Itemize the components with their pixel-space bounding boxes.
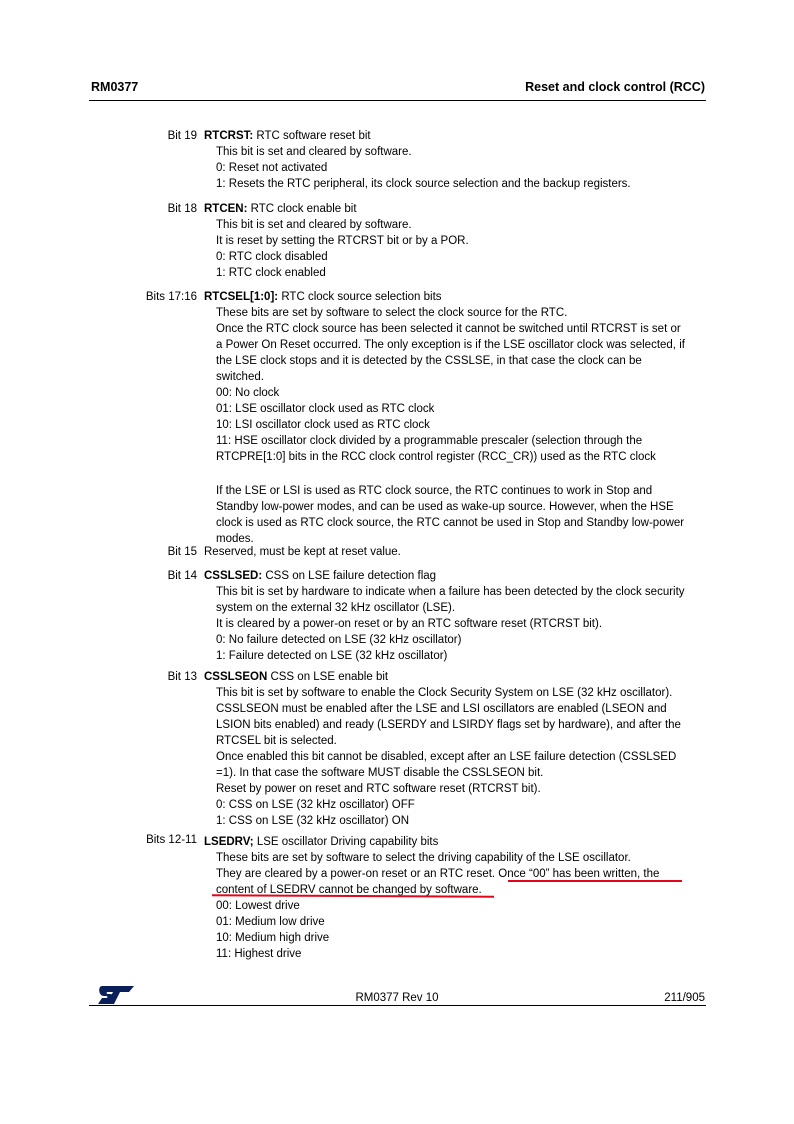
bit-label: Bit 15: [167, 546, 197, 558]
bit-desc: LSE oscillator Driving capability bits: [253, 836, 439, 848]
desc-line: 1: CSS on LSE (32 kHz oscillator) ON: [216, 815, 410, 827]
header-section-title: Reset and clock control (RCC): [525, 80, 705, 94]
bit-label: Bit 18: [167, 203, 197, 215]
desc-line: This bit is set and cleared by software.: [216, 219, 412, 231]
desc-line: Once enabled this bit cannot be disabled, except after an LSE failure detection (CSSLSED: [216, 751, 677, 763]
desc-line: 01: LSE oscillator clock used as RTC clock: [216, 403, 435, 415]
desc-line: This bit is set by hardware to indicate when a failure has been detected by the clock security: [216, 586, 685, 598]
bit-description: [216, 850, 706, 962]
desc-line: content of LSEDRV cannot be changed by software.: [216, 884, 482, 896]
header-divider: [89, 100, 706, 101]
desc-line: This bit is set by software to enable the Clock Security System on LSE (32 kHz oscillator).: [216, 687, 673, 699]
desc-line: They are cleared by a power-on reset or an RTC reset. Once “00” has been written, the: [216, 868, 660, 880]
bit-title: [204, 289, 442, 305]
header-doc-id: RM0377: [91, 80, 139, 94]
bit-description: [216, 685, 706, 829]
desc-line: a Power On Reset occurred. The only exception is if the LSE oscillator clock was selected, if: [216, 339, 685, 351]
bit-name: RTCRST:: [204, 130, 254, 142]
bit-title: Reserved, must be kept at reset value.: [204, 546, 401, 558]
bit-desc: RTC software reset bit: [253, 130, 371, 142]
desc-line: LSION bits enabled) and ready (LSERDY and LSIRDY flags set by hardware), and after the: [216, 719, 681, 731]
bit-description: [216, 305, 706, 547]
desc-line: system on the external 32 kHz oscillator (LSE).: [216, 602, 456, 614]
desc-line: switched.: [216, 371, 264, 383]
desc-line: 1: RTC clock enabled: [216, 267, 326, 279]
bit-desc: CSS on LSE failure detection flag: [262, 570, 437, 582]
bit-desc: RTC clock enable bit: [247, 203, 357, 215]
desc-line: 11: Highest drive: [216, 948, 302, 960]
bit-label: Bits 17:16: [145, 291, 197, 303]
bit-description: [216, 217, 706, 281]
desc-line: Reset by power on reset and RTC software reset (RTCRST bit).: [216, 783, 541, 795]
bit-label: Bit 14: [167, 570, 197, 582]
desc-line: RTCSEL bit is selected.: [216, 735, 337, 747]
desc-line: 0: Reset not activated: [216, 162, 328, 174]
bit-name: RTCEN:: [204, 203, 248, 215]
desc-line: 10: LSI oscillator clock used as RTC clock: [216, 419, 430, 431]
desc-line: 1: Resets the RTC peripheral, its clock source selection and the backup registers.: [216, 178, 631, 190]
bit-name: CSSLSEON: [204, 671, 268, 683]
desc-line: 0: No failure detected on LSE (32 kHz oscillator): [216, 634, 462, 646]
bit-label: Bit 13: [167, 671, 197, 683]
desc-line: If the LSE or LSI is used as RTC clock source, the RTC continues to work in Stop and: [216, 485, 653, 497]
annotation-underline: [508, 880, 682, 882]
desc-line: 11: HSE oscillator clock divided by a programmable prescaler (selection through the: [216, 435, 643, 447]
desc-line: 0: RTC clock disabled: [216, 251, 328, 263]
bit-title: [204, 128, 371, 144]
bit-name: CSSLSED:: [204, 570, 263, 582]
footer-doc-rev: RM0377 Rev 10: [355, 992, 439, 1004]
desc-line: Once the RTC clock source has been selected it cannot be switched until RTCRST is set or: [216, 323, 681, 335]
desc-line: It is reset by setting the RTCRST bit or by a POR.: [216, 235, 469, 247]
bit-label: Bits 12-11: [146, 834, 197, 846]
desc-line: It is cleared by a power-on reset or by an RTC software reset (RTCRST bit).: [216, 618, 603, 630]
bit-title: [204, 201, 357, 217]
desc-line: modes.: [216, 533, 254, 545]
bit-desc: CSS on LSE enable bit: [267, 671, 389, 683]
desc-line: 0: CSS on LSE (32 kHz oscillator) OFF: [216, 799, 415, 811]
bit-name: LSEDRV;: [204, 836, 254, 848]
desc-line: 10: Medium high drive: [216, 932, 330, 944]
bit-title: [204, 568, 436, 584]
desc-line: This bit is set and cleared by software.: [216, 146, 412, 158]
desc-line: =1). In that case the software MUST disable the CSSLSEON bit.: [216, 767, 544, 779]
bit-label: Bit 19: [167, 130, 197, 142]
bit-title: [204, 669, 388, 685]
desc-line: 1: Failure detected on LSE (32 kHz oscillator): [216, 650, 448, 662]
desc-line: These bits are set by software to select the driving capability of the LSE oscillator.: [216, 852, 631, 864]
desc-line: CSSLSEON must be enabled after the LSE and LSI oscillators are enabled (LSEON and: [216, 703, 667, 715]
desc-line: Standby low-power modes, and can be used as wake-up source. However, when the HSE: [216, 501, 674, 513]
paragraph-gap: [216, 465, 706, 483]
desc-line: These bits are set by software to select the clock source for the RTC.: [216, 307, 568, 319]
bit-name: RTCSEL[1:0]:: [204, 291, 279, 303]
desc-line: RTCPRE[1:0] bits in the RCC clock control register (RCC_CR)) used as the RTC clock: [216, 451, 656, 463]
desc-line: 01: Medium low drive: [216, 916, 325, 928]
desc-line: 00: No clock: [216, 387, 280, 399]
footer-divider: [89, 1005, 706, 1006]
bit-description: [216, 584, 706, 664]
bit-description: [216, 144, 706, 192]
bit-desc: RTC clock source selection bits: [278, 291, 442, 303]
footer-page-number: 211/905: [664, 992, 705, 1004]
desc-line: 00: Lowest drive: [216, 900, 300, 912]
bit-title: [204, 834, 438, 850]
desc-line: clock is used as RTC clock source, the RTC cannot be used in Stop and Standby low-power: [216, 517, 685, 529]
desc-line: the LSE clock stops and it is detected by the CSSLSE, in that case the clock can be: [216, 355, 642, 367]
